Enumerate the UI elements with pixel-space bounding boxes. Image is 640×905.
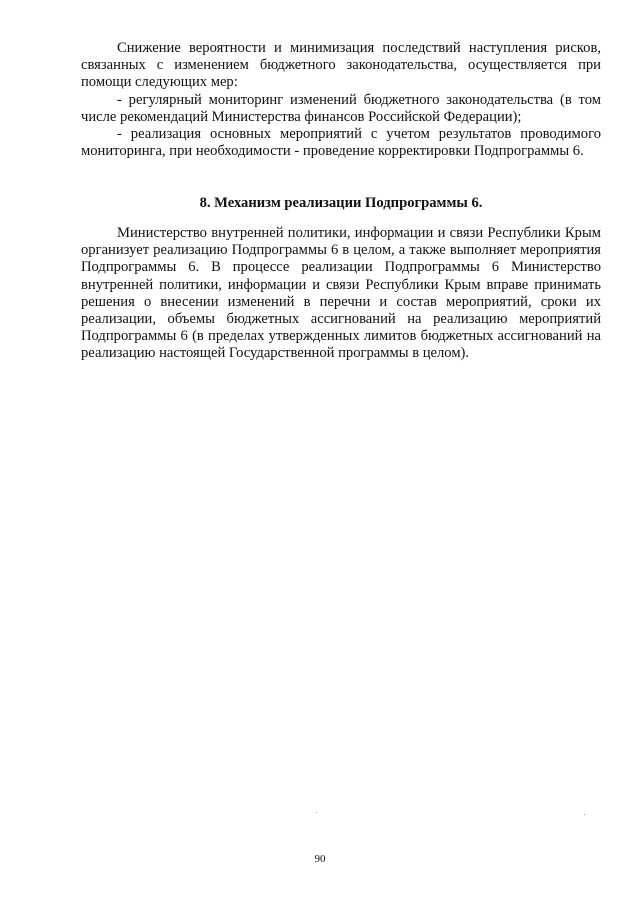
- measure-item-implementation: - реализация основных мероприятий с учетом результатов проводимого мониторинга, при необходимости - проведение корректировки Подпрограммы 6.: [81, 126, 601, 160]
- section-body-text: [81, 225, 601, 363]
- intro-paragraph: Снижение вероятности и минимизация последствий наступления рисков, связанных с изменением бюджетного законодательства, осуществляется при помощи следующих мер:: [81, 40, 601, 91]
- page-number: 90: [314, 853, 326, 865]
- risk-measures-text: [81, 40, 601, 160]
- section-heading: 8. Механизм реализации Подпрограммы 6.: [199, 195, 483, 211]
- scan-speck: [584, 814, 585, 815]
- scan-speck: [316, 812, 317, 813]
- section-paragraph: Министерство внутренней политики, информации и связи Республики Крым организует реализацию Подпрограммы 6 в целом, а также выполняет мероприятия Подпрограммы 6. В процессе реализации Подпрограммы 6 Министерство внутренней политики, информации и связи Республики Крым вправе принимать решения о внесении изменений в перечни и состав мероприятий, сроки их реализации, объемы бюджетных ассигнований на реализацию мероприятий Подпрограммы 6 (в пределах утвержденных лимитов бюджетных ассигнований на реализацию настоящей Государственной программы в целом).: [81, 225, 601, 362]
- measure-item-monitoring: - регулярный мониторинг изменений бюджетного законодательства (в том числе рекомендаций Министерства финансов Российской Федерации);: [81, 91, 601, 125]
